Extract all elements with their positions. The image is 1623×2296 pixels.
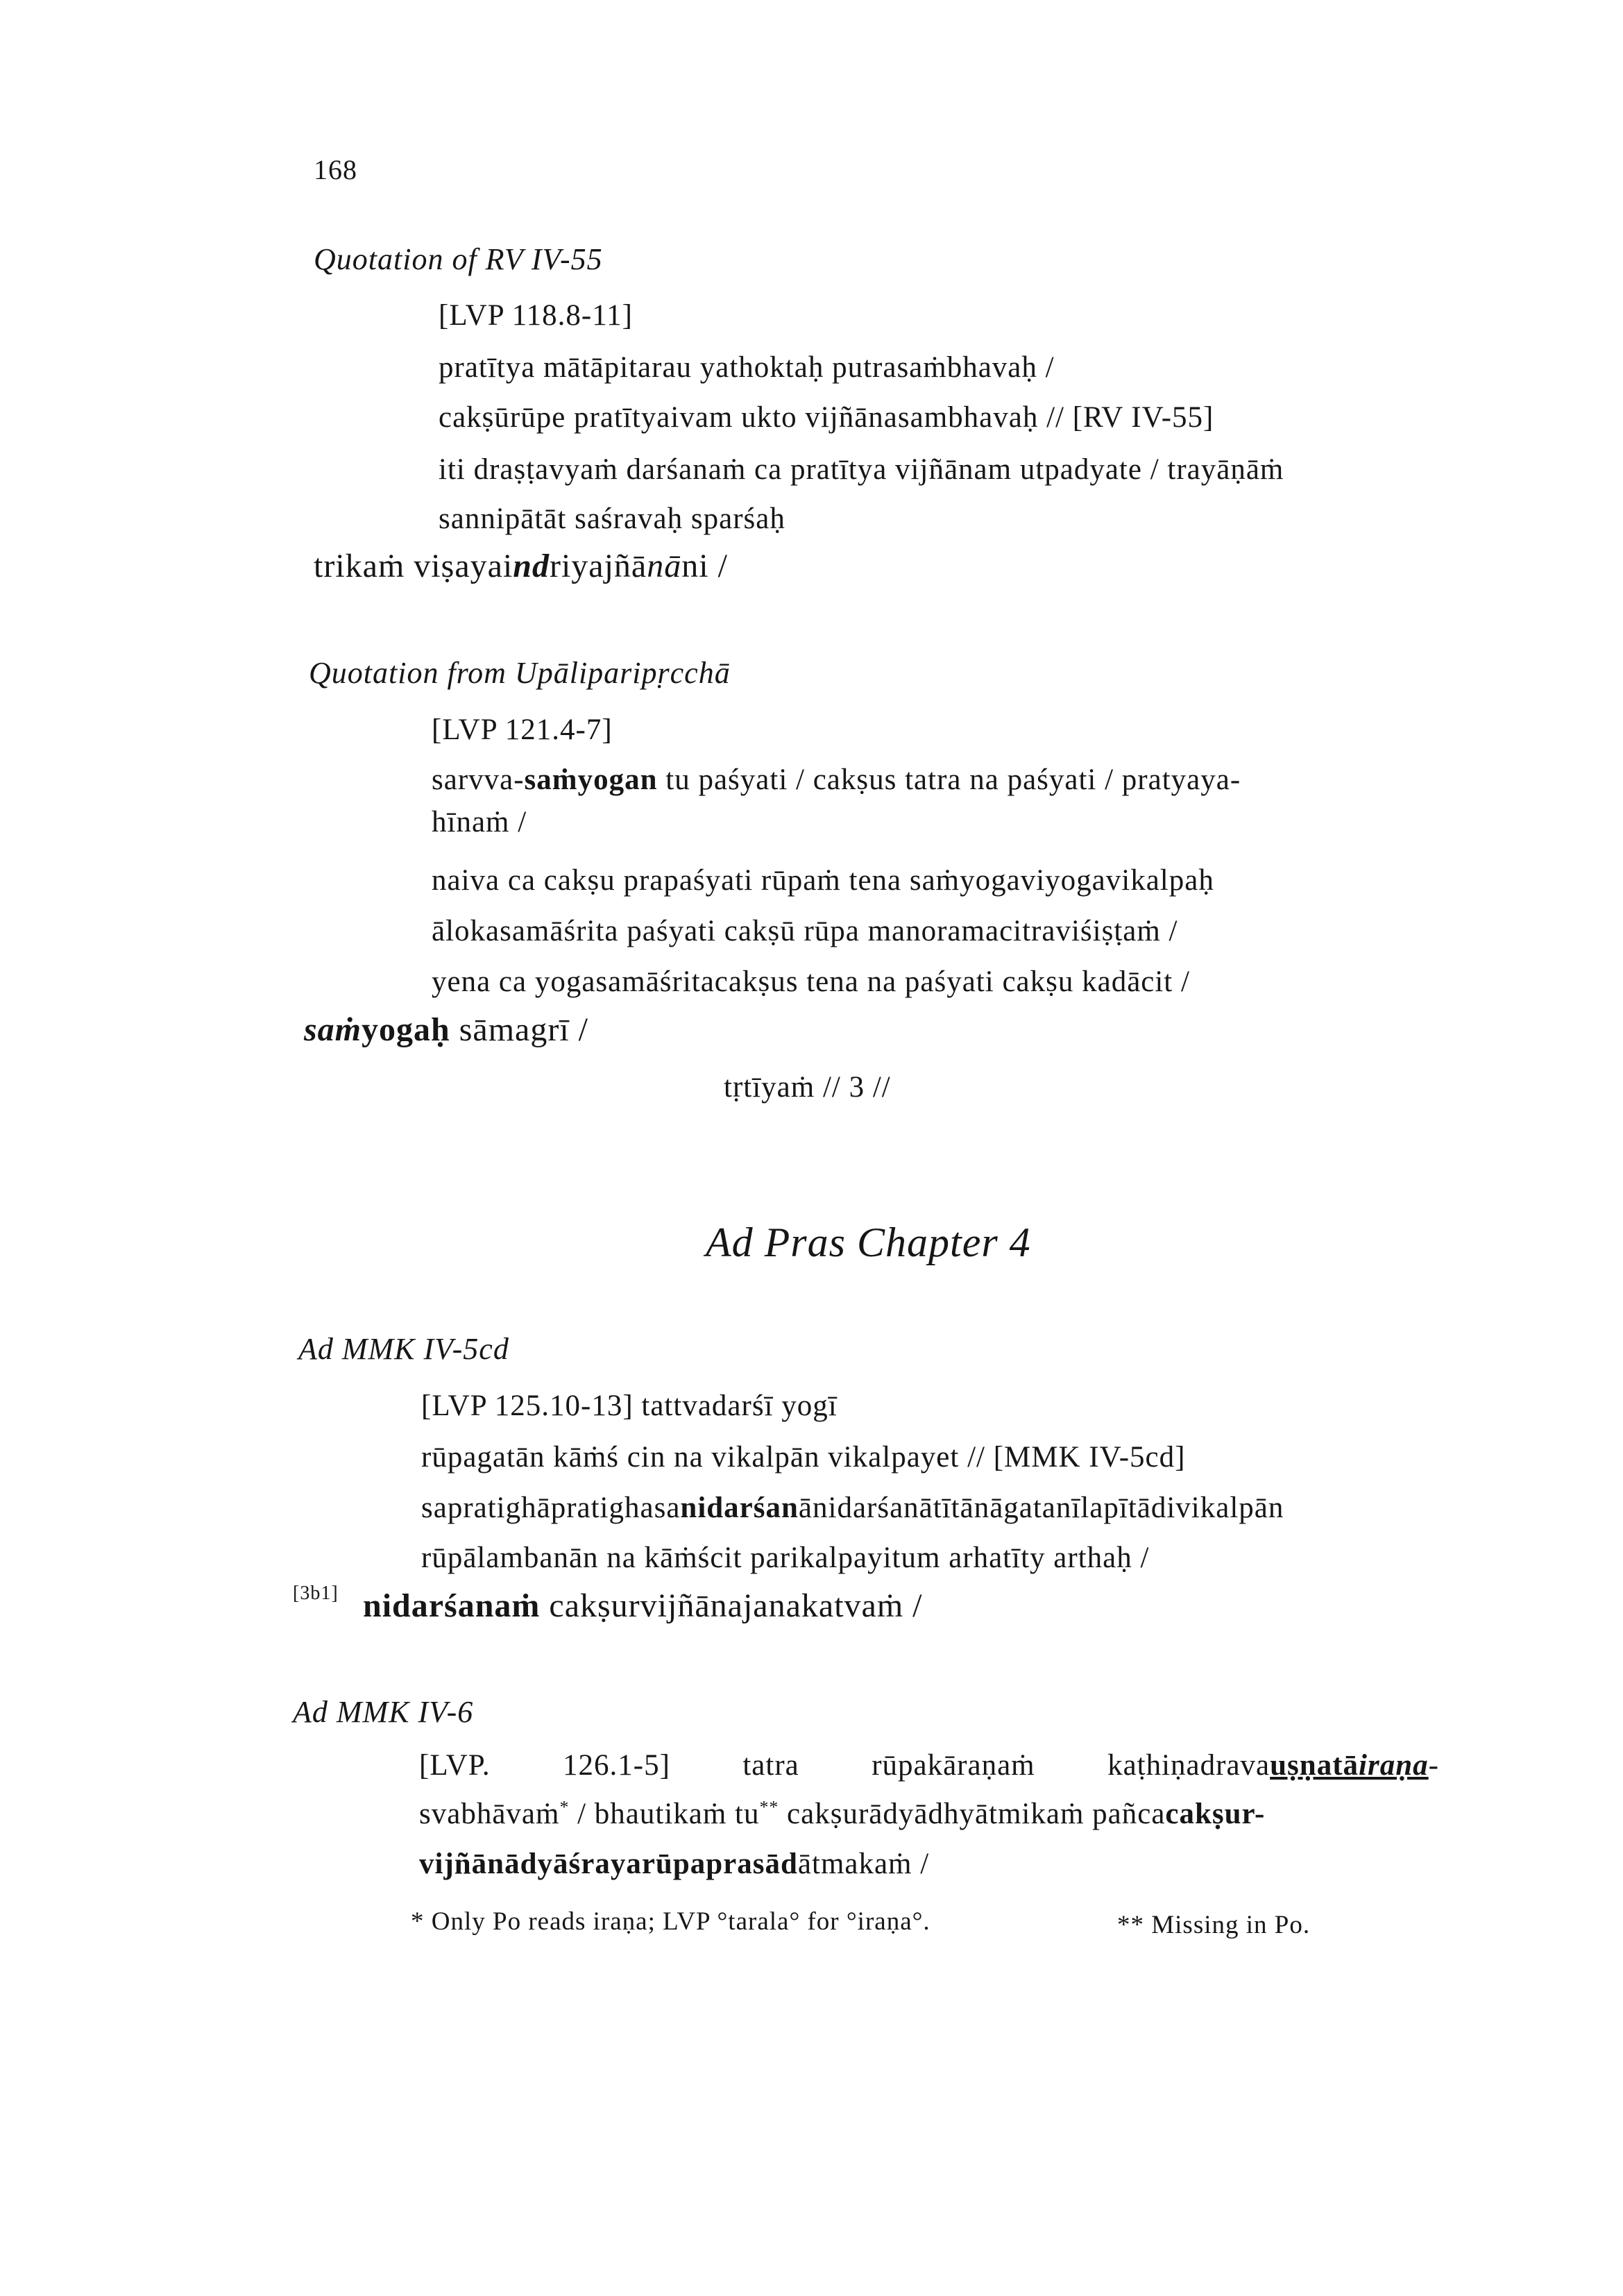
commentary-line: sannipātāt saśravaḥ sparśaḥ bbox=[439, 503, 785, 535]
commentary-line: [LVP. 126.1-5] tatra rūpakāraṇaṁ kaṭhiṇadravauṣṇatāiraṇa- bbox=[419, 1749, 1439, 1782]
commentary-line: vijñānādyāśrayarūpaprasādātmakaṁ / bbox=[419, 1848, 930, 1880]
verse-line: pratītya mātāpitarau yathoktaḥ putrasaṁbhavaḥ / bbox=[439, 351, 1055, 384]
reference: [LVP 121.4-7] bbox=[432, 714, 613, 746]
commentary-line: rūpālambanān na kāṁścit parikalpayitum arhatīty arthaḥ / bbox=[421, 1542, 1150, 1574]
verse-line: cakṣūrūpe pratītyaivam ukto vijñānasambhavaḥ // [RV IV-55] bbox=[439, 401, 1214, 434]
chapter-title: Ad Pras Chapter 4 bbox=[706, 1219, 1031, 1265]
verse-line: ālokasamāśrita paśyati cakṣū rūpa manoramacitraviśiṣṭaṁ / bbox=[432, 915, 1178, 947]
gloss-line: nidarśanaṁ cakṣurvijñānajanakatvaṁ / bbox=[363, 1587, 923, 1624]
section-heading-rv: Quotation of RV IV-55 bbox=[314, 242, 603, 276]
section-heading-mmk-iv5cd: Ad MMK IV-5cd bbox=[298, 1332, 509, 1366]
commentary-line: sapratighāpratighasanidarśanānidarśanātītānāgatanīlapītādivikalpān bbox=[421, 1492, 1284, 1524]
verse-line: [LVP 125.10-13] tattvadarśī yogī bbox=[421, 1390, 838, 1422]
reference: [LVP 118.8-11] bbox=[439, 299, 633, 332]
chapter-end-marker: tṛtīyaṁ // 3 // bbox=[724, 1071, 891, 1104]
verse-line: yena ca yogasamāśritacakṣus tena na paśyati cakṣu kadācit / bbox=[432, 965, 1190, 998]
page-number: 168 bbox=[314, 154, 357, 185]
section-heading-mmk-iv6: Ad MMK IV-6 bbox=[293, 1695, 474, 1729]
commentary-line: iti draṣṭavyaṁ darśanaṁ ca pratītya vijñānam utpadyate / trayāṇāṁ bbox=[439, 453, 1284, 486]
verse-line: hīnaṁ / bbox=[432, 806, 527, 838]
gloss-line: saṁyogaḥ sāmagrī / bbox=[304, 1011, 588, 1048]
commentary-line: svabhāvaṁ* / bhautikaṁ tu** cakṣurādyādhyātmikaṁ pañcacakṣur- bbox=[419, 1796, 1266, 1830]
verse-line: sarvva-saṁyogan tu paśyati / cakṣus tatra na paśyati / pratyaya- bbox=[432, 763, 1241, 796]
verse-line: naiva ca cakṣu prapaśyati rūpaṁ tena saṁyogaviyogavikalpaḥ bbox=[432, 864, 1214, 897]
footnote: ** Missing in Po. bbox=[1117, 1911, 1311, 1939]
gloss-line: trikaṁ viṣayaindriyajñānāni / bbox=[314, 548, 728, 584]
folio-marker: [3b1] bbox=[293, 1582, 339, 1604]
footnote: * Only Po reads iraṇa; LVP °tarala° for °iraṇa°. bbox=[411, 1907, 931, 1936]
verse-line: rūpagatān kāṁś cin na vikalpān vikalpayet // [MMK IV-5cd] bbox=[421, 1441, 1186, 1474]
section-heading-upali: Quotation from Upāliparipṛcchā bbox=[309, 656, 731, 690]
